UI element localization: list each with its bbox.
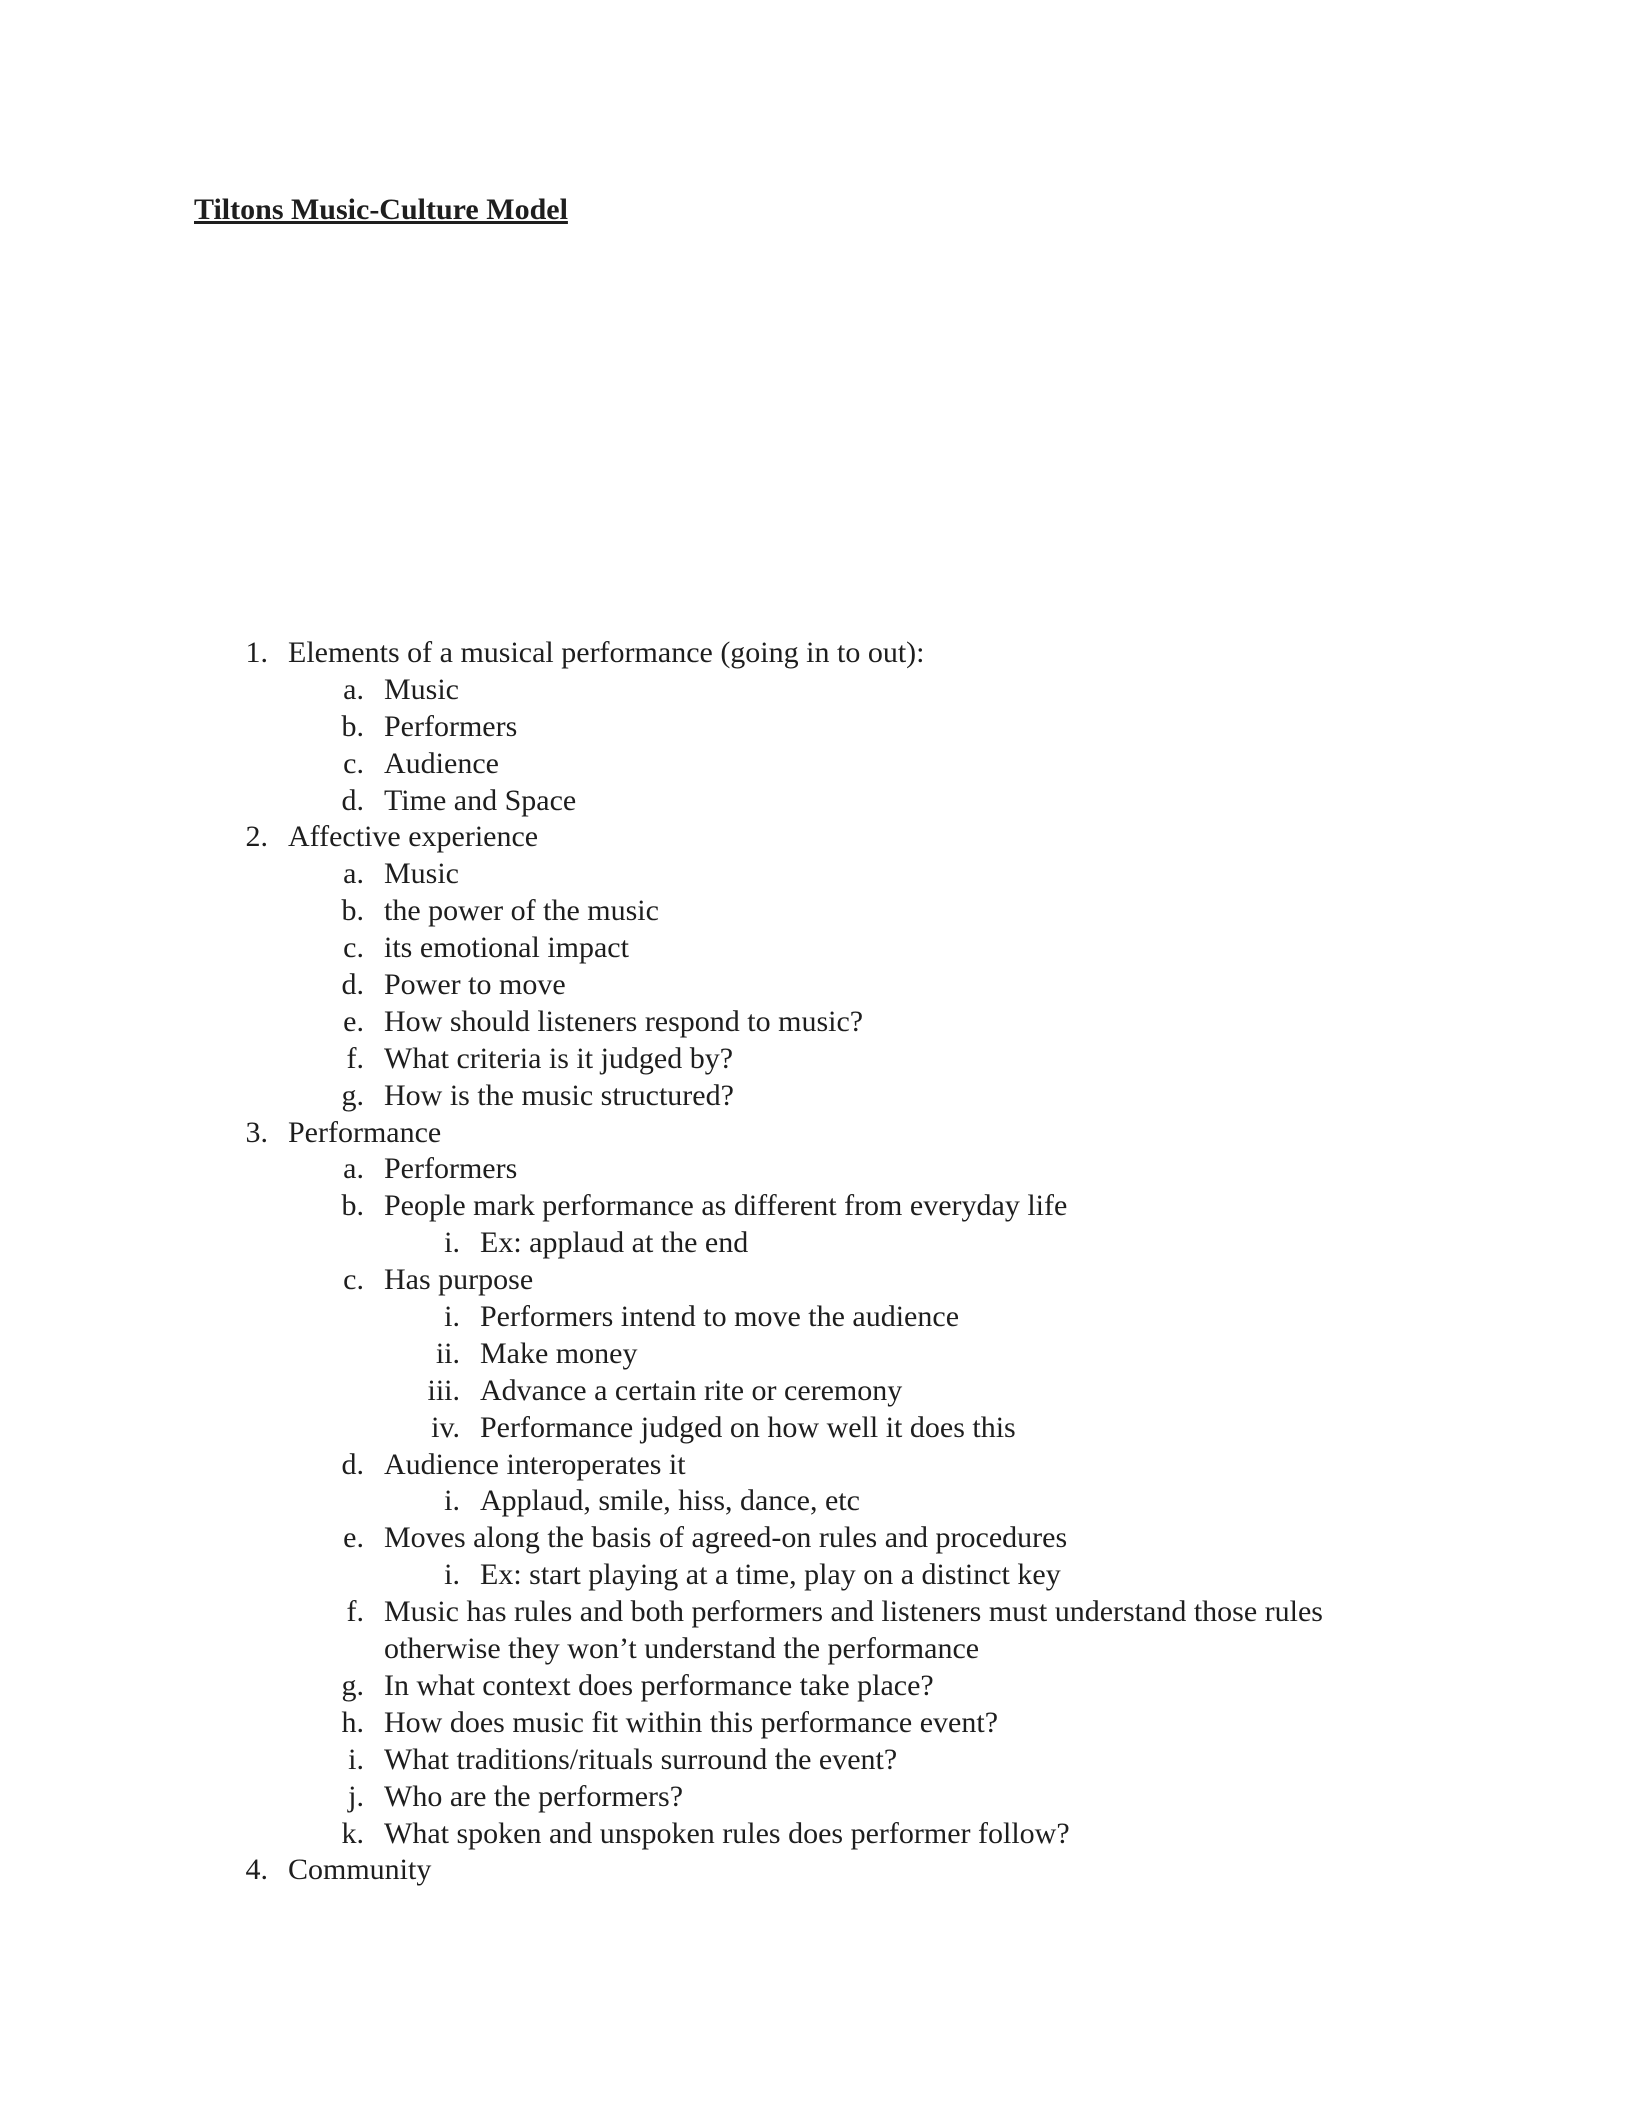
list-marker: b. <box>341 709 364 743</box>
list-marker: i. <box>444 1300 460 1334</box>
list-marker: a. <box>343 672 364 706</box>
outline-item-level-2 <box>0 1742 1640 1779</box>
list-marker: 1. <box>245 636 268 669</box>
list-marker: e. <box>343 1004 364 1038</box>
list-item-text: Advance a certain rite or ceremony <box>480 1373 903 1407</box>
outline-item-level-2 <box>0 746 1640 783</box>
outline-item-level-2 <box>0 1816 1640 1853</box>
list-item-text: Elements of a musical performance (going in to out): <box>288 636 925 669</box>
outline-item-level-2 <box>0 967 1640 1004</box>
list-marker: g. <box>341 1078 364 1112</box>
list-item-text: Make money <box>480 1336 638 1370</box>
list-item-text: Affective experience <box>288 820 539 854</box>
list-item-text: Who are the performers? <box>384 1779 684 1813</box>
list-marker: a. <box>343 857 364 891</box>
outline-item-level-3 <box>0 1336 1640 1373</box>
list-item-text: Ex: start playing at a time, play on a distinct key <box>480 1558 1061 1592</box>
list-marker: b. <box>341 894 364 928</box>
list-marker: f. <box>346 1041 364 1075</box>
list-marker: h. <box>341 1705 364 1739</box>
outline-item-level-2 <box>0 1188 1640 1225</box>
outline-item-level-2 <box>0 856 1640 893</box>
list-marker: i. <box>348 1742 364 1776</box>
list-marker: iii. <box>427 1373 460 1407</box>
outline-item-level-2 <box>0 1262 1640 1299</box>
outline-item-level-3 <box>0 1225 1640 1262</box>
outline-item-level-2 <box>0 709 1640 746</box>
outline-item-level-3 <box>0 1410 1640 1447</box>
list-item-text: Moves along the basis of agreed-on rules and procedures <box>384 1521 1068 1555</box>
list-item-text: Has purpose <box>384 1263 534 1297</box>
outline-item-level-2 <box>0 1594 1640 1631</box>
list-marker: d. <box>341 783 364 817</box>
outline-item-level-3 <box>0 1373 1640 1410</box>
list-item-text: What spoken and unspoken rules does performer follow? <box>384 1816 1070 1850</box>
list-marker: a. <box>343 1152 364 1186</box>
list-marker: i. <box>444 1484 460 1518</box>
list-marker: 2. <box>245 820 268 854</box>
outline-list <box>0 635 1640 1889</box>
page-title: Tiltons Music-Culture Model <box>194 193 568 226</box>
list-marker: j. <box>348 1779 364 1813</box>
list-marker: 3. <box>245 1115 268 1149</box>
list-marker: iv. <box>431 1410 460 1444</box>
outline-item-level-2 <box>0 1041 1640 1078</box>
list-marker: c. <box>343 1263 364 1297</box>
outline-item-level-3 <box>0 1299 1640 1336</box>
list-item-text: What criteria is it judged by? <box>384 1041 734 1075</box>
outline-item-level-3 <box>0 1557 1640 1594</box>
list-marker: b. <box>341 1189 364 1223</box>
outline-item-level-2 <box>0 1520 1640 1557</box>
outline-item-level-2 <box>0 1668 1640 1705</box>
list-marker: i. <box>444 1226 460 1260</box>
list-item-text: Community <box>288 1853 432 1887</box>
list-marker: d. <box>341 1447 364 1481</box>
list-item-text: Ex: applaud at the end <box>480 1226 749 1260</box>
outline-item-level-1 <box>0 1852 1640 1889</box>
list-item-text: Performance <box>288 1115 442 1149</box>
list-marker: f. <box>346 1595 364 1629</box>
list-item-text: People mark performance as different from everyday life <box>384 1189 1068 1223</box>
list-item-text: Audience interoperates it <box>384 1447 686 1481</box>
list-marker: 4. <box>245 1853 268 1887</box>
list-marker: c. <box>343 746 364 780</box>
outline-item-level-2 <box>0 783 1640 820</box>
outline-item-level-2 <box>0 1004 1640 1041</box>
list-item-text: What traditions/rituals surround the event? <box>384 1742 898 1776</box>
outline-item-level-2 <box>0 1078 1640 1115</box>
outline-item-level-2 <box>0 893 1640 930</box>
list-item-text: Performance judged on how well it does this <box>480 1410 1016 1444</box>
outline-item-level-1 <box>0 635 1640 672</box>
list-marker: e. <box>343 1521 364 1555</box>
outline-item-level-2 <box>0 1779 1640 1816</box>
outline-item-level-2 <box>0 672 1640 709</box>
list-item-text: Music <box>384 672 459 706</box>
list-item-text: its emotional impact <box>384 931 629 965</box>
list-item-text: How is the music structured? <box>384 1078 734 1112</box>
list-marker: d. <box>341 968 364 1002</box>
list-item-text: Performers <box>384 709 518 743</box>
list-item-text: Audience <box>384 746 499 780</box>
list-item-text: the power of the music <box>384 894 659 928</box>
outline-item-level-2 <box>0 1447 1640 1484</box>
list-marker: g. <box>341 1668 364 1702</box>
list-item-text: Time and Space <box>384 783 577 817</box>
list-item-text: How does music fit within this performance event? <box>384 1705 999 1739</box>
outline-item-level-2 <box>0 1151 1640 1188</box>
list-item-text: otherwise they won’t understand the performance <box>384 1632 980 1666</box>
outline-item-level-2 <box>0 930 1640 967</box>
outline-item-level-3 <box>0 1483 1640 1520</box>
list-marker: ii. <box>435 1336 460 1370</box>
list-item-text: Music has rules and both performers and listeners must understand those rules <box>384 1595 1323 1629</box>
list-marker: k. <box>341 1816 364 1850</box>
outline-item-level-1 <box>0 1115 1640 1152</box>
list-marker: i. <box>444 1558 460 1592</box>
list-item-text: Performers <box>384 1152 518 1186</box>
outline-item-level-2 <box>0 1705 1640 1742</box>
list-item-text: How should listeners respond to music? <box>384 1004 864 1038</box>
list-marker: c. <box>343 931 364 965</box>
list-item-text: Music <box>384 857 459 891</box>
list-item-text: Power to move <box>384 968 566 1002</box>
list-item-text: Applaud, smile, hiss, dance, etc <box>480 1484 860 1518</box>
outline-item-level-1 <box>0 819 1640 856</box>
list-item-continuation <box>0 1631 1640 1668</box>
list-item-text: Performers intend to move the audience <box>480 1300 960 1334</box>
list-item-text: In what context does performance take place? <box>384 1668 934 1702</box>
